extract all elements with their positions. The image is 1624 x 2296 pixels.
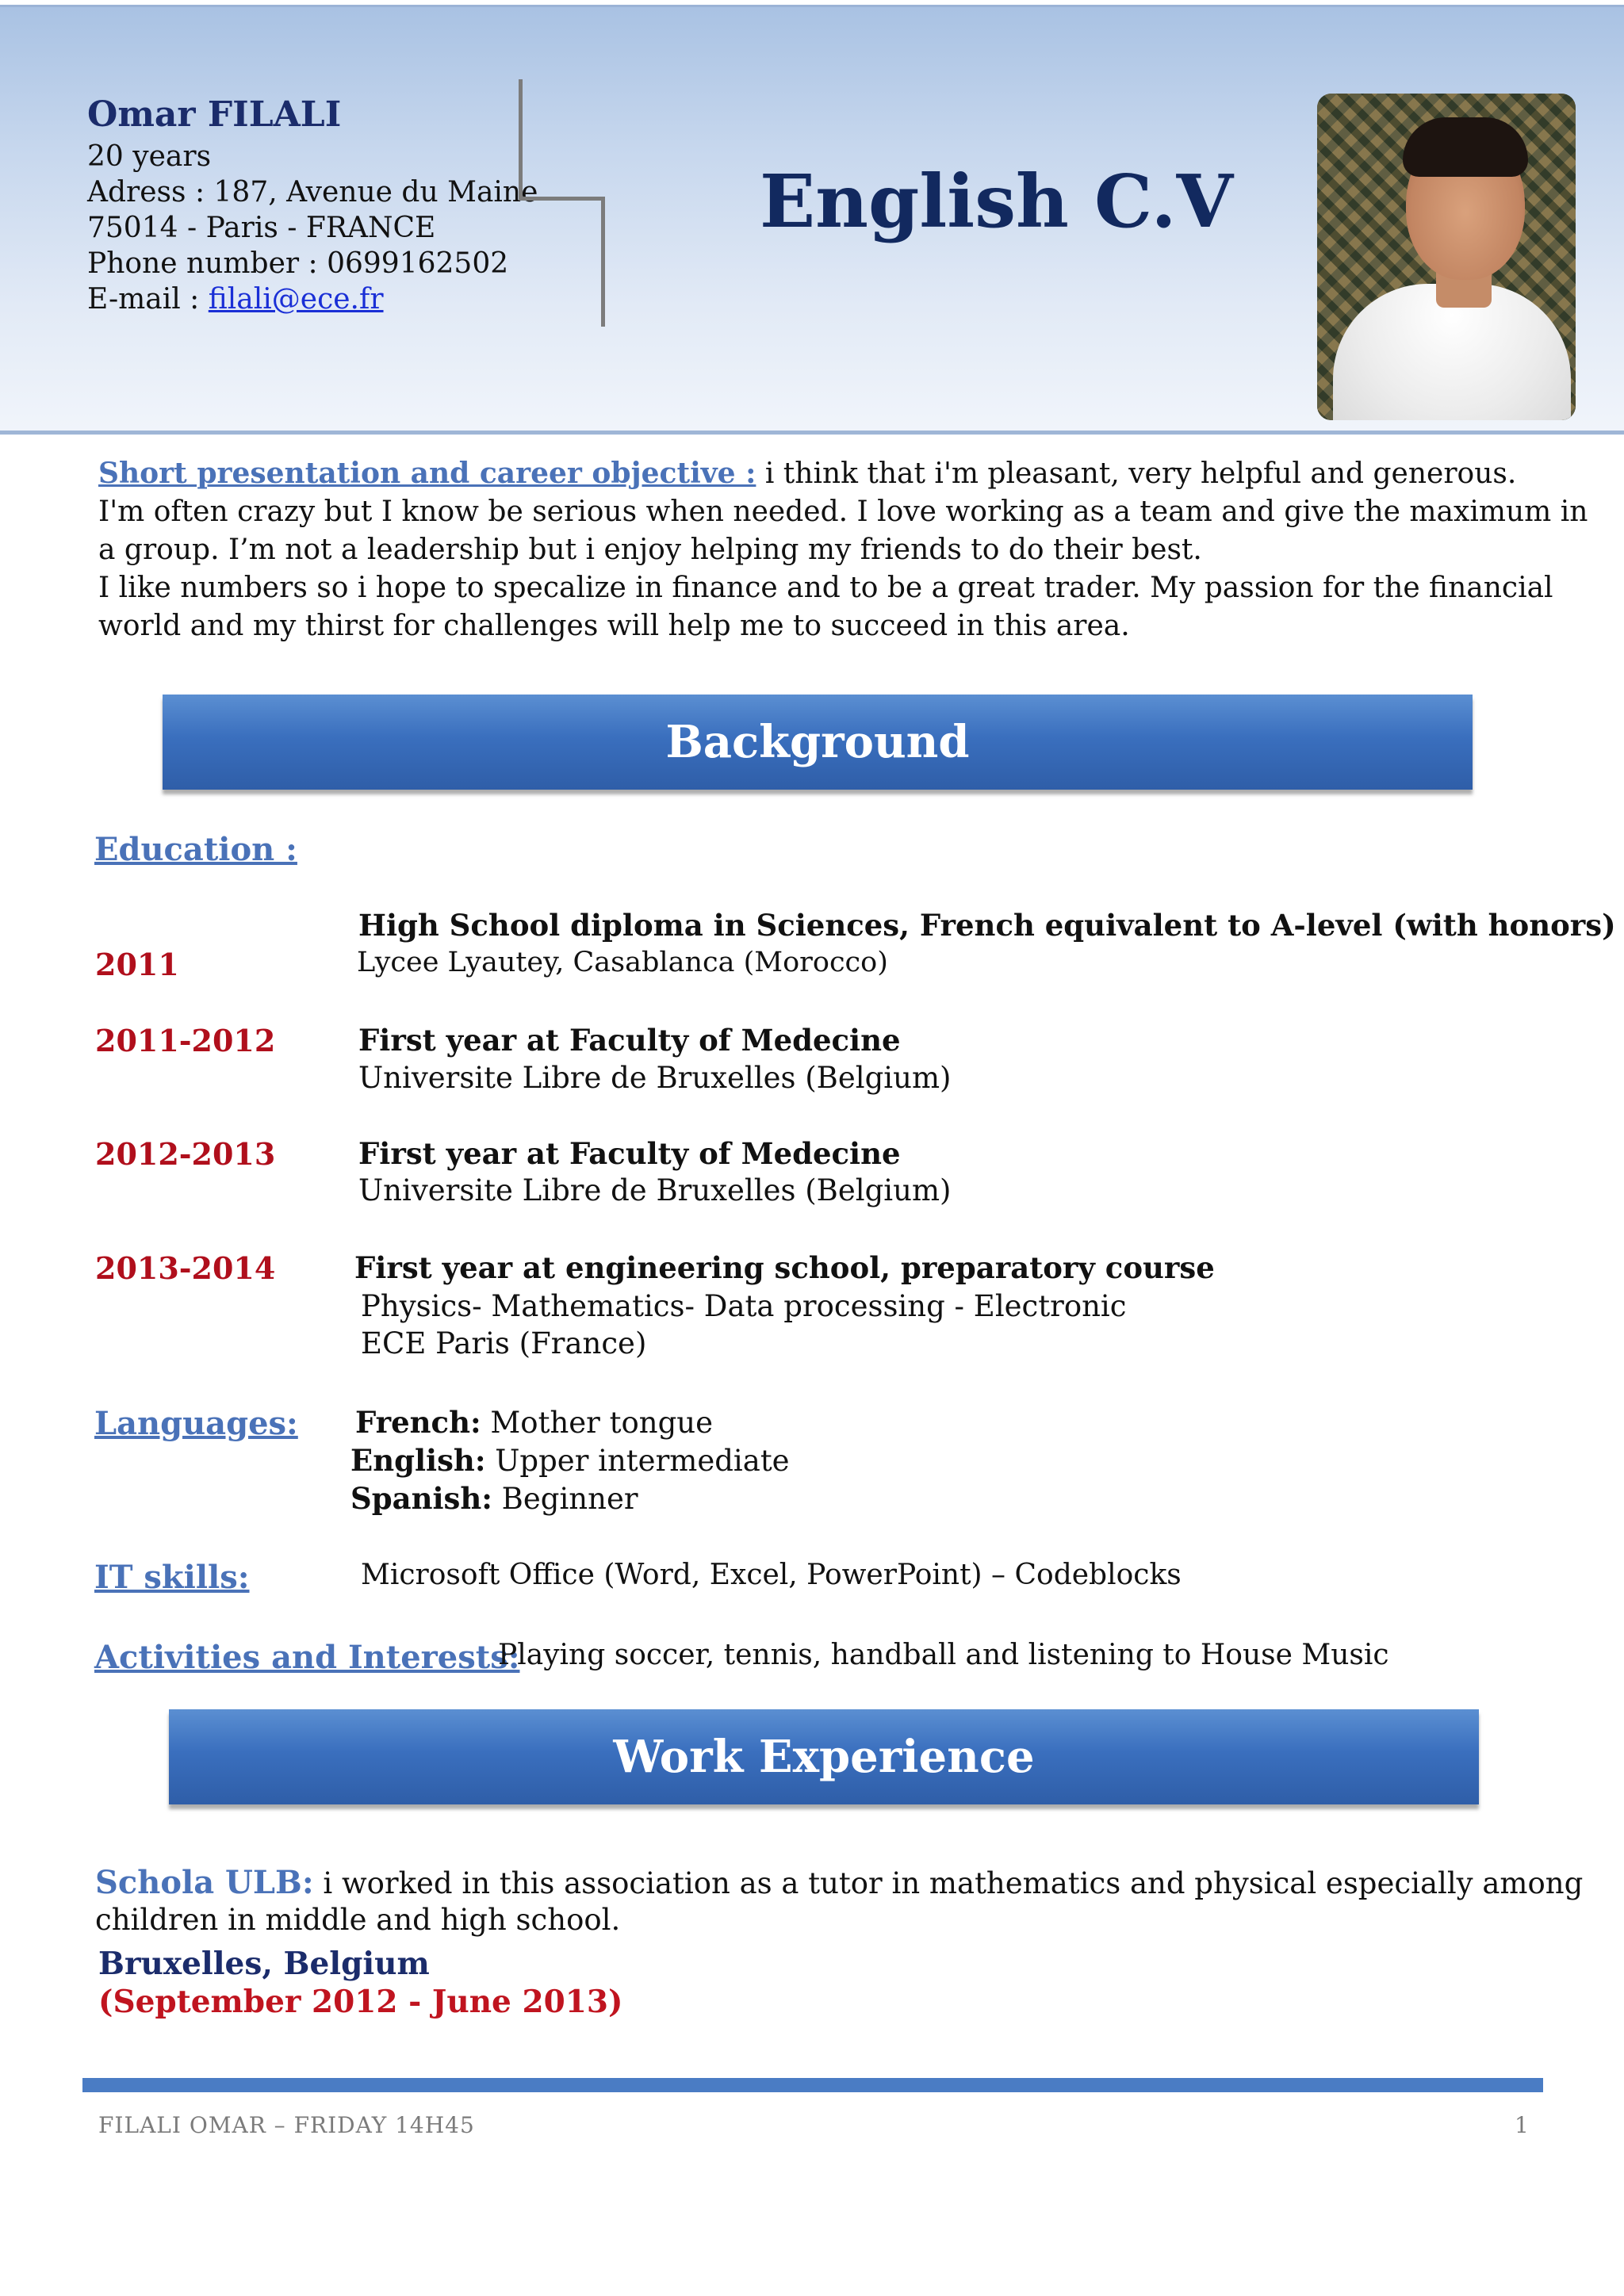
it-skills-label: IT skills: bbox=[94, 1559, 250, 1596]
cv-title: English C.V bbox=[760, 159, 1233, 244]
presentation-paragraph bbox=[98, 454, 1588, 645]
edu-2013-2014-detail-2: ECE Paris (France) bbox=[361, 1326, 647, 1360]
edu-2013-2014-year: 2013-2014 bbox=[95, 1250, 276, 1286]
email-label: E-mail : bbox=[87, 283, 209, 316]
edu-2011-title: High School diploma in Sciences, French equivalent to A-level (with honors) bbox=[358, 908, 1616, 943]
email-row bbox=[87, 281, 538, 317]
presentation-line-1: i think that i'm pleasant, very helpful and generous. bbox=[756, 457, 1517, 490]
background-banner-title: Background bbox=[665, 716, 970, 768]
edu-2011-2012-title: First year at Faculty of Medecine bbox=[358, 1023, 901, 1058]
edu-2012-2013-detail: Universite Libre de Bruxelles (Belgium) bbox=[358, 1173, 952, 1207]
footer-text: FILALI OMAR – FRIDAY 14H45 bbox=[98, 2112, 475, 2138]
work-place: Bruxelles, Belgium bbox=[98, 1946, 430, 1982]
language-french bbox=[355, 1405, 713, 1440]
it-skills-value: Microsoft Office (Word, Excel, PowerPoint) – Codeblocks bbox=[361, 1559, 1182, 1591]
address-line-1: Adress : 187, Avenue du Maine bbox=[87, 176, 538, 209]
work-dates: (September 2012 - June 2013) bbox=[98, 1984, 623, 2020]
edu-2011-detail: Lycee Lyautey, Casablanca (Morocco) bbox=[357, 947, 888, 978]
education-label: Education : bbox=[94, 831, 297, 868]
language-spanish-level: Beginner bbox=[492, 1482, 638, 1516]
phone: Phone number : 0699162502 bbox=[87, 247, 509, 280]
presentation-line-3: a group. I’m not a leadership but i enjoy helping my friends to do their best. bbox=[98, 534, 1202, 566]
bracket-line-bottom bbox=[601, 197, 605, 327]
address-line-2: 75014 - Paris - FRANCE bbox=[87, 212, 436, 244]
language-french-name: French: bbox=[355, 1405, 481, 1440]
profile-photo bbox=[1317, 94, 1576, 420]
activities-label: Activities and Interests: bbox=[94, 1639, 520, 1676]
edu-2012-2013-title: First year at Faculty of Medecine bbox=[358, 1136, 901, 1171]
email-link[interactable]: filali@ece.fr bbox=[208, 283, 384, 316]
work-org-name: Schola ULB: bbox=[95, 1864, 314, 1901]
work-experience-banner bbox=[169, 1709, 1479, 1804]
edu-2011-2012-detail: Universite Libre de Bruxelles (Belgium) bbox=[358, 1061, 952, 1095]
bracket-line-top bbox=[519, 79, 523, 198]
presentation-heading: Short presentation and career objective : bbox=[98, 457, 756, 490]
contact-block bbox=[87, 91, 538, 317]
presentation-line-2: I'm often crazy but I know be serious when needed. I love working as a team and give the maximum in bbox=[98, 496, 1588, 528]
activities-value: Playing soccer, tennis, handball and listening to House Music bbox=[498, 1639, 1389, 1671]
presentation-line-4: I like numbers so i hope to specalize in finance and to be a great trader. My passion for the financial bbox=[98, 572, 1553, 604]
footer-bar bbox=[82, 2078, 1543, 2092]
edu-2013-2014-detail: Physics- Mathematics- Data processing - Electronic bbox=[361, 1289, 1127, 1323]
edu-2011-2012-year: 2011-2012 bbox=[95, 1023, 276, 1058]
age: 20 years bbox=[87, 140, 212, 173]
edu-2011-year: 2011 bbox=[95, 947, 179, 982]
language-spanish-name: Spanish: bbox=[350, 1481, 492, 1516]
person-name: Omar FILALI bbox=[87, 94, 342, 135]
header-divider bbox=[0, 430, 1624, 434]
language-spanish bbox=[350, 1481, 638, 1516]
edu-2012-2013-year: 2012-2013 bbox=[95, 1136, 276, 1172]
language-english-name: English: bbox=[350, 1443, 486, 1478]
language-english-level: Upper intermediate bbox=[485, 1444, 790, 1478]
presentation-line-5: world and my thirst for challenges will help me to succeed in this area. bbox=[98, 610, 1130, 642]
edu-2013-2014-title: First year at engineering school, preparatory course bbox=[354, 1250, 1215, 1285]
background-banner bbox=[163, 695, 1473, 790]
language-english bbox=[350, 1443, 790, 1478]
page-number: 1 bbox=[1515, 2112, 1529, 2138]
photo-hair bbox=[1403, 117, 1528, 177]
work-experience-banner-title: Work Experience bbox=[613, 1731, 1035, 1783]
language-french-level: Mother tongue bbox=[481, 1406, 714, 1440]
languages-label: Languages: bbox=[94, 1405, 298, 1442]
work-entry-schola bbox=[95, 1865, 1618, 1938]
work-description: i worked in this association as a tutor in mathematics and physical especially among children in middle and high school. bbox=[95, 1866, 1584, 1937]
bracket-line-mid bbox=[519, 197, 604, 201]
